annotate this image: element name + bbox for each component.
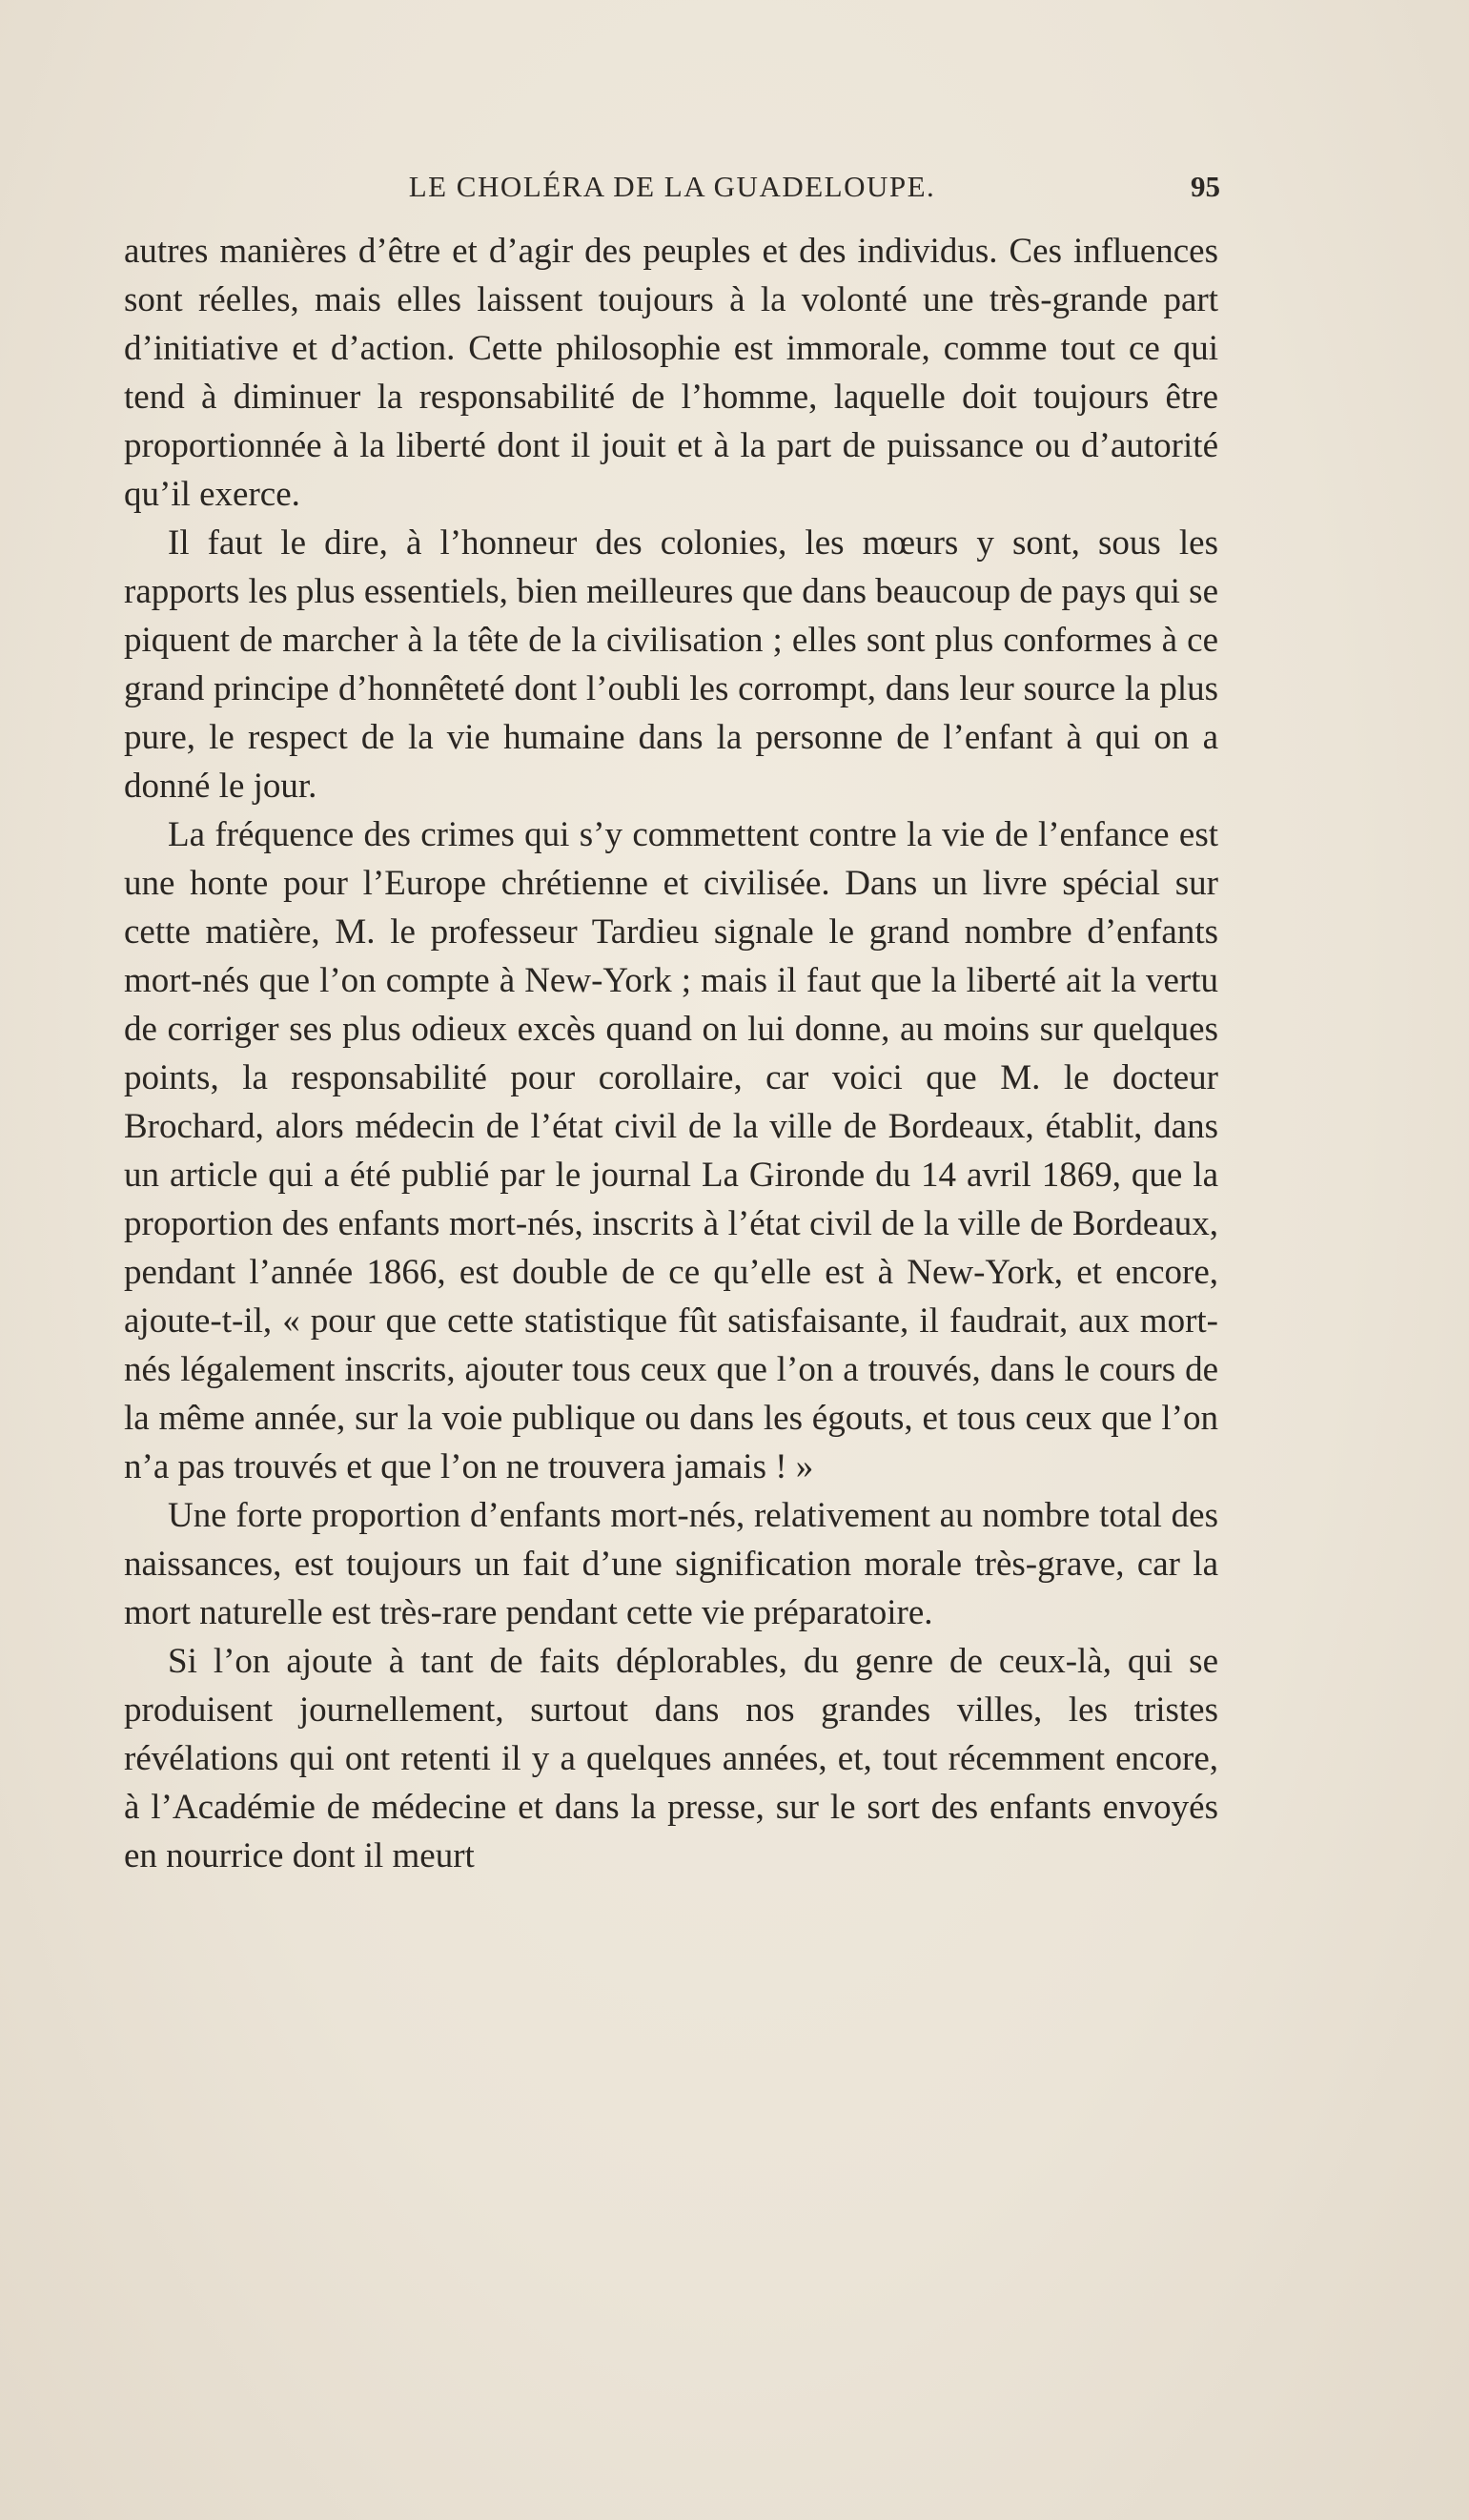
running-title: LE CHOLÉRA DE LA GUADELOUPE. xyxy=(408,170,936,203)
paragraph: Il faut le dire, à l’honneur des colonies, les mœurs y sont, sous les rapports les plus essentiels, bien meilleures que dans beaucoup de pays qui se piquent de marcher à la tête de la civilisation ; elles sont plus conformes à ce grand principe d’honnêteté dont l’oubli les corrompt, dans leur source la plus pure, le respect de la vie humaine dans la personne de l’enfant à qui on a donné le jour. xyxy=(124,523,1218,806)
body-text xyxy=(124,227,1218,1880)
paragraph: La fréquence des crimes qui s’y commettent contre la vie de l’enfance est une honte pour l’Europe chrétienne et civilisée. Dans un livre spécial sur cette matière, M. le professeur Tardieu signale le grand nombre d’enfants mort-nés que l’on compte à New-York ; mais il faut que la liberté ait la vertu de corriger ses plus odieux excès quand on lui donne, au moins sur quelques points, la responsabilité pour corollaire, car voici que M. le docteur Brochard, alors médecin de l’état civil de la ville de Bordeaux, établit, dans un article qui a été publié par le journal La Gironde du 14 avril 1869, que la proportion des enfants mort-nés, inscrits à l’état civil de la ville de Bordeaux, pendant l’année 1866, est double de ce qu’elle est à New-York, et encore, ajoute-t-il, « pour que cette statistique fût satisfaisante, il faudrait, aux mort-nés légalement inscrits, ajouter tous ceux que l’on a trouvés, dans le cours de la même année, sur la voie publique ou dans les égouts, et tous ceux que l’on n’a pas trouvés et que l’on ne trouvera jamais ! » xyxy=(124,815,1218,1486)
paragraph: Une forte proportion d’enfants mort-nés, relativement au nombre total des naissances, est toujours un fait d’une signification morale très-grave, car la mort naturelle est très-rare pendant cette vie préparatoire. xyxy=(124,1496,1218,1632)
paragraph: autres manières d’être et d’agir des peuples et des individus. Ces influences sont réelles, mais elles laissent toujours à la volonté une très-grande part d’initiative et d’action. Cette philosophie est immorale, comme tout ce qui tend à diminuer la responsabilité de l’homme, laquelle doit toujours être proportionnée à la liberté dont il jouit et à la part de puissance ou d’autorité qu’il exerce. xyxy=(124,232,1218,514)
running-head xyxy=(124,164,1220,212)
page-number: 95 xyxy=(1191,170,1220,203)
paragraph: Si l’on ajoute à tant de faits déplorables, du genre de ceux-là, qui se produisent journellement, surtout dans nos grandes villes, les tristes révélations qui ont retenti il y a quelques années, et, tout récemment encore, à l’Académie de médecine et dans la presse, sur le sort des enfants envoyés en nourrice dont il meurt xyxy=(124,1642,1218,1875)
